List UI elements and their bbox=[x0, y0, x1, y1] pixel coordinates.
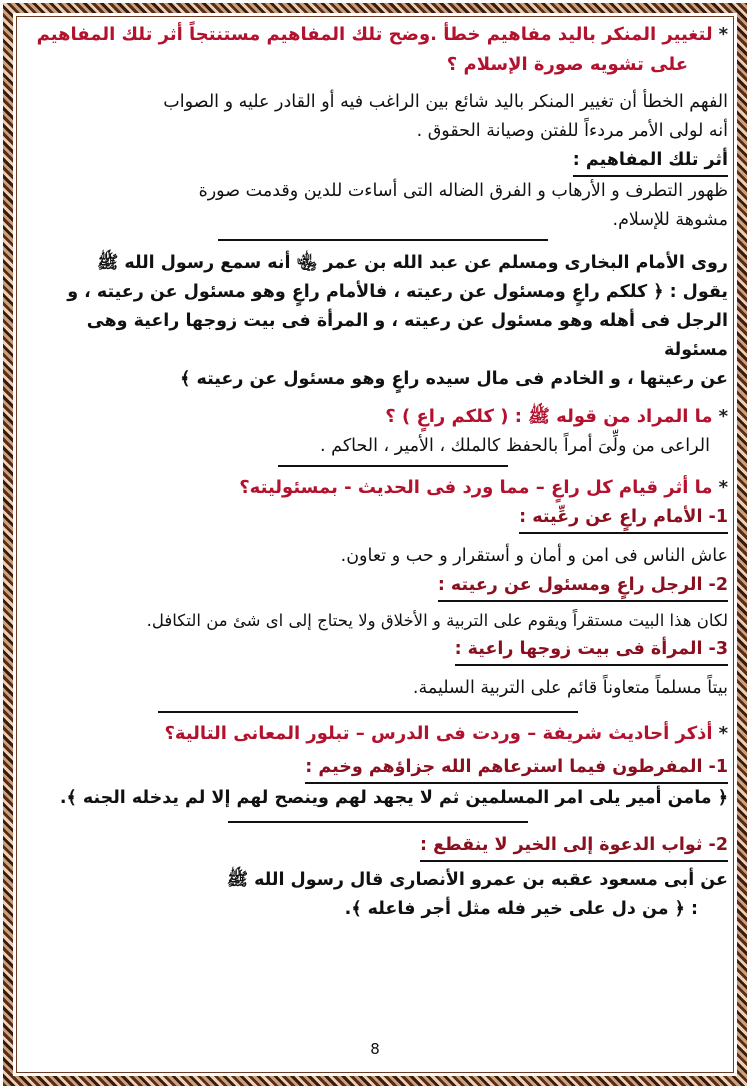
q3-answer-3: بيتاً مسلماً متعاوناً قائم على التربية السليمة. bbox=[412, 678, 728, 698]
q4-answer-1: ﴿ مامن أمير يلى امر المسلمين ثم لا يجهد لهم وينصح لهم إلا لم يدخله الجنه ﴾. bbox=[59, 788, 728, 808]
q1-line2: على تشويه صورة الإسلام ؟ bbox=[446, 54, 688, 75]
hadith-line3: الرجل فى أهله وهو مسئول عن رعيته ، و المرأة فى بيت زوجها راعية وهى مسئولة bbox=[86, 311, 728, 360]
separator bbox=[278, 465, 508, 467]
q1-line1: *لتغيير المنكر باليد مفاهيم خطأ .وضح تلك المفاهيم مستنتجاً أثر تلك المفاهيم bbox=[36, 24, 728, 45]
star-bullet: * bbox=[718, 24, 728, 45]
q3-heading-3: 3- المرأة فى بيت زوجها راعية : bbox=[455, 635, 728, 666]
q1-effect-line2: مشوهة للإسلام. bbox=[612, 210, 728, 230]
separator bbox=[228, 821, 528, 823]
q3-answer-2: لكان هذا البيت مستقراً ويقوم على التربية و الأخلاق ولا يحتاج إلى اى شئ من التكافل. bbox=[146, 611, 728, 630]
q3-question: *ما أثر قيام كل راعٍ – مما ورد فى الحديث - بمسئوليته؟ bbox=[239, 477, 728, 498]
q1-answer-line1: الفهم الخطأ أن تغيير المنكر باليد شائع بين الراغب فيه أو القادر عليه و الصواب bbox=[163, 92, 728, 112]
q4-answer-2-line2: : ﴿ من دل على خير فله مثل أجر فاعله ﴾. bbox=[344, 899, 698, 919]
q2-answer: الراعى من ولِّىَ أمراً بالحفظ كالملك ، الأمير ، الحاكم . bbox=[320, 436, 710, 456]
hadith-line1: روى الأمام البخارى ومسلم عن عبد الله بن عمر ﵄ أنه سمع رسول الله ﷺ bbox=[97, 253, 728, 273]
q1-effect-line1: ظهور التطرف و الأرهاب و الفرق الضاله التى أساءت للدين وقدمت صورة bbox=[198, 181, 728, 201]
q1-answer-line2: أنه لولى الأمر مردءاً للفتن وصيانة الحقوق . bbox=[416, 121, 728, 141]
star-bullet: * bbox=[718, 477, 728, 498]
q3-answer-1: عاش الناس فى امن و أمان و أستقرار و حب و تعاون. bbox=[340, 546, 728, 566]
hadith-line2: يقول : ﴿ كلكم راعٍ ومسئول عن رعيته ، فالأمام راعٍ وهو مسئول عن رعيته ، و bbox=[67, 282, 728, 302]
star-bullet: * bbox=[718, 406, 728, 427]
q4-heading-2: 2- ثواب الدعوة إلى الخير لا ينقطع : bbox=[420, 831, 728, 862]
q1-effect-heading: أثر تلك المفاهيم : bbox=[573, 146, 728, 177]
q2-question: *ما المراد من قوله ﷺ : ( كلكم راعٍ ) ؟ bbox=[385, 406, 728, 427]
q3-heading-1: 1- الأمام راعٍ عن رعِّيته : bbox=[519, 503, 728, 534]
page-number: 8 bbox=[370, 1040, 380, 1058]
star-bullet: * bbox=[718, 723, 728, 744]
q4-answer-2-line1: عن أبى مسعود عقبه بن عمرو الأنصارى قال رسول الله ﷺ bbox=[226, 870, 728, 890]
hadith-line4: عن رعيتها ، و الخادم فى مال سيده راعٍ وهو مسئول عن رعيته ﴾ bbox=[180, 369, 728, 389]
content bbox=[24, 20, 728, 924]
q4-question: *أذكر أحاديث شريفة – وردت فى الدرس – تبلور المعانى التالية؟ bbox=[164, 723, 728, 744]
q3-heading-2: 2- الرجل راعٍ ومسئول عن رعيته : bbox=[438, 571, 728, 602]
separator bbox=[218, 239, 548, 241]
q4-heading-1: 1- المفرطون فيما استرعاهم الله جزاؤهم وخيم : bbox=[305, 753, 728, 784]
separator bbox=[158, 711, 578, 713]
